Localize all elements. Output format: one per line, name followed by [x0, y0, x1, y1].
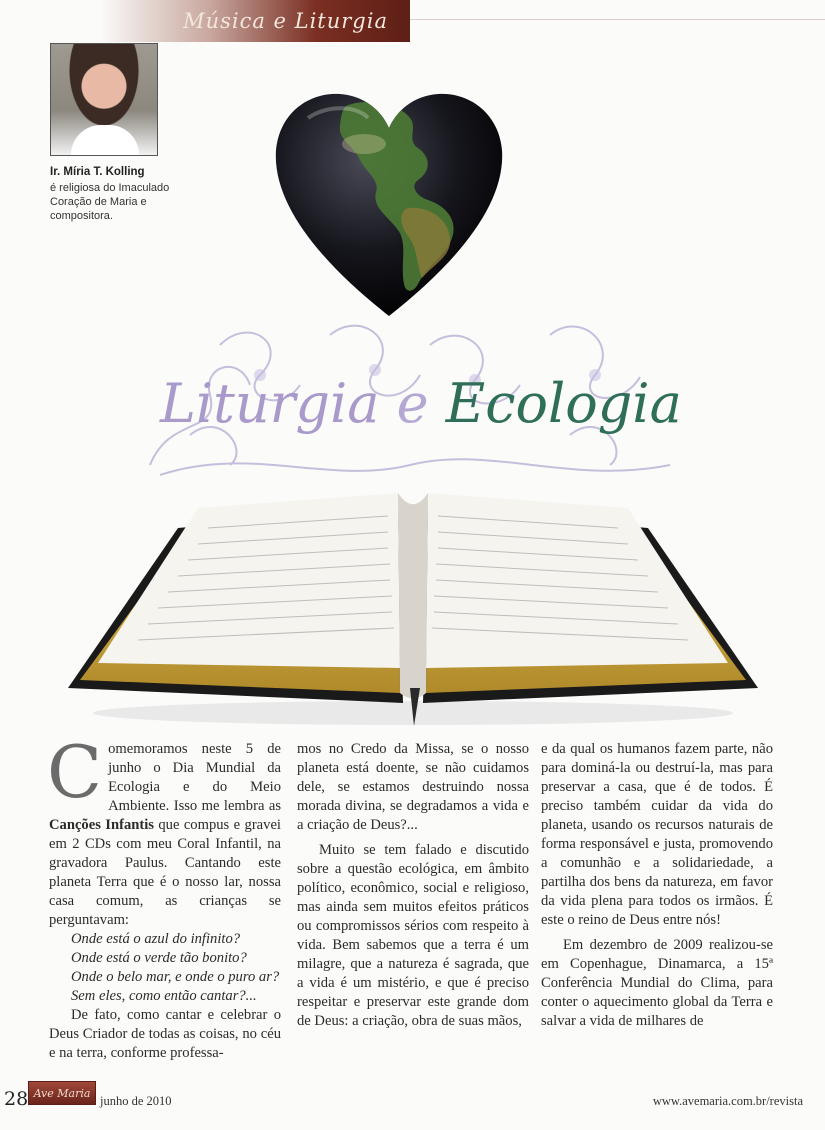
open-bible-illustration: [58, 488, 768, 728]
title-word-ecologia: Ecologia: [445, 372, 682, 435]
paragraph: De fato, como cantar e celebrar o Deus Criador de todas as coisas, no céu e na terra, conforme professa-: [49, 1007, 281, 1061]
paragraph: e da qual os humanos fazem parte, não para dominá-la ou destruí-la, mas para preservar a casa, que é de todos. É preciso também cuidar da vida do planeta, usando os recursos naturais de forma responsável e justa, promovendo a comunhão e a solidariedade, a partilha dos bens da natureza, em favor da vida plena para todos os irmãos. É este o reino de Deus entre nós!: [541, 741, 773, 928]
page-number: 28: [4, 1088, 29, 1110]
paragraph: Em dezembro de 2009 realizou-se em Copenhague, Dinamarca, a 15ª Conferência Mundial do Clima, para conter o aquecimento global da Terra e salvar a vida de milhares de: [541, 937, 773, 1029]
website-link[interactable]: www.avemaria.com.br/revista: [652, 1094, 803, 1108]
bold-term: Canções Infantis: [49, 817, 154, 833]
poem-line: Onde está o azul do infinito?: [71, 931, 241, 947]
section-title: Música e Liturgia: [183, 9, 388, 33]
poem-quote: [49, 930, 281, 1006]
author-photo: [50, 43, 158, 156]
poem-line: Onde está o verde tão bonito?: [71, 950, 247, 966]
paragraph-text: omemoramos neste 5 de junho o Dia Mundial da Ecologia e do Meio Ambiente. Isso me lembra as: [108, 741, 281, 814]
drop-cap: C: [47, 730, 103, 814]
title-word-e: e: [396, 372, 429, 435]
article-title: [160, 372, 720, 435]
poem-line: Sem eles, como então cantar?...: [71, 988, 257, 1004]
paragraph: Muito se tem falado e discutido sobre a questão ecológica, em âmbito político, econômico, social e religioso, mas ainda sem muitos efeitos práticos ou compromissos sérios com respeito à vida. Bem sabemos que a terra é um milagre, que a natureza é sagrada, que a vida é um mistério, e que é preciso respeitar e preservar este grande dom de Deus: a criação, obra de suas mãos,: [297, 842, 529, 1029]
title-word-liturgia: Liturgia: [160, 372, 380, 435]
magazine-logo-text: Ave Maria: [33, 1087, 91, 1100]
issue-date: junho de 2010: [100, 1094, 172, 1108]
magazine-logo: [28, 1081, 96, 1105]
author-name: Ir. Míria T. Kolling: [50, 166, 145, 178]
author-bio: é religiosa do Imaculado Coração de Maria e compositora.: [50, 182, 170, 222]
paragraph-text: que compus e gravei em 2 CDs com meu Coral Infantil, na gravadora Paulus. Cantando este planeta Terra que é o nosso lar, nossa casa comum, as crianças se perguntavam:: [49, 817, 281, 928]
poem-line: Onde o belo mar, e onde o puro ar?: [71, 969, 280, 985]
article-column-2: [297, 740, 529, 1031]
heart-globe-illustration: [268, 88, 510, 320]
paragraph: [47, 730, 281, 930]
header-rule: [410, 19, 825, 20]
article-column-3: [541, 740, 773, 1031]
section-banner: [100, 0, 410, 42]
article-column-1: [47, 730, 281, 1063]
paragraph: mos no Credo da Missa, se o nosso planeta está doente, se não cuidamos dele, se estamos destruindo nossa morada divina, se degradamos a vida e a criação de Deus?...: [297, 741, 529, 833]
